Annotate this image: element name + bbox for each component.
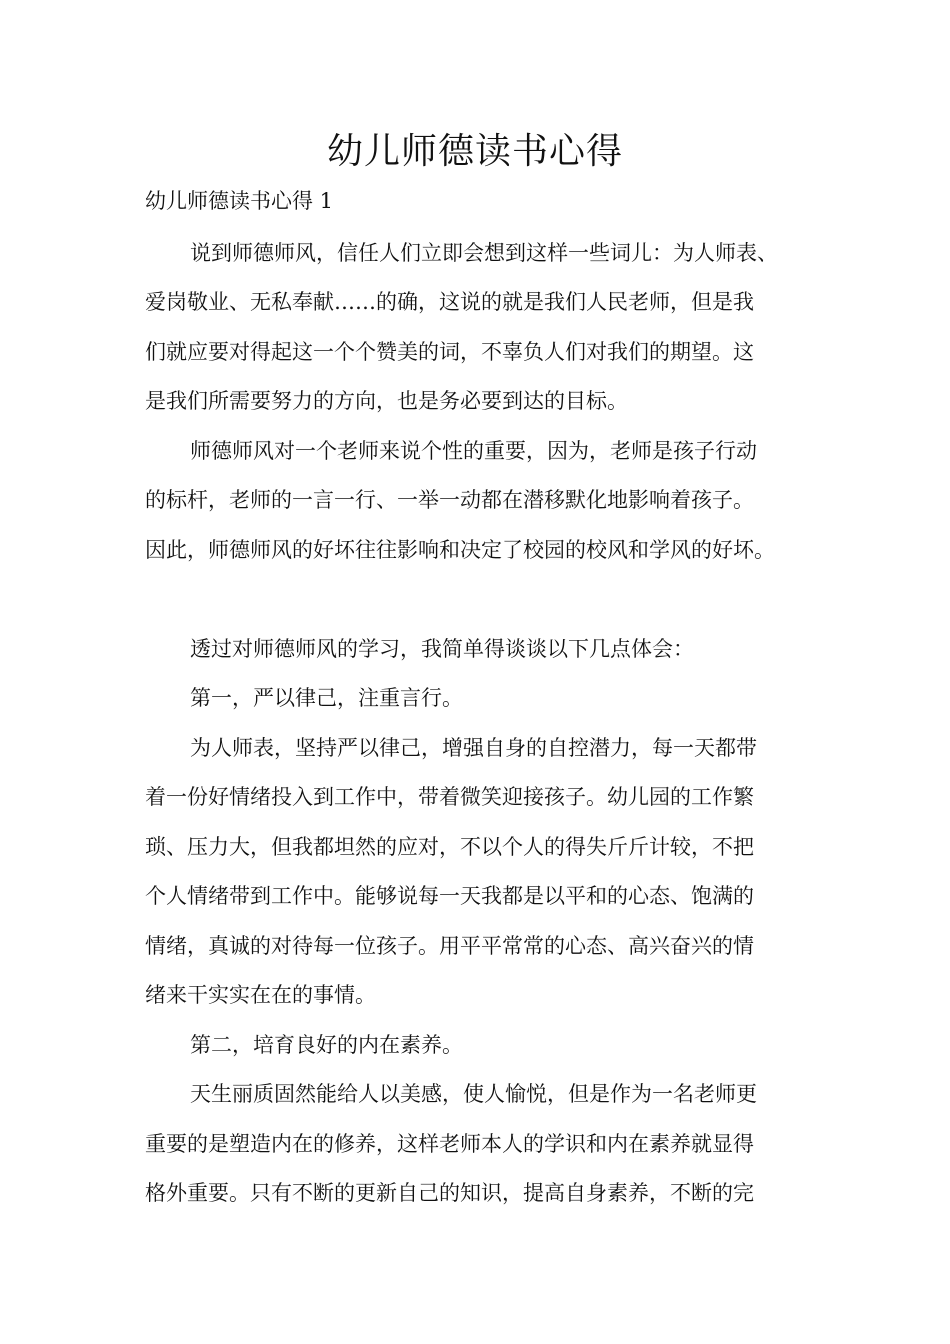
text-line: 们就应要对得起这一个个赞美的词，不辜负人们对我们的期望。这 xyxy=(145,340,754,364)
section-heading: 幼儿师德读书心得 1 xyxy=(145,189,334,213)
text-line: 第二，培育良好的内在素养。 xyxy=(190,1033,463,1057)
text-line: 绪来干实实在在的事情。 xyxy=(145,983,376,1007)
text-line: 为人师表，坚持严以律己，增强自身的自控潜力，每一天都带 xyxy=(190,736,757,760)
text-line: 师德师风对一个老师来说个性的重要，因为，老师是孩子行动 xyxy=(190,439,757,463)
text-line: 个人情绪带到工作中。能够说每一天我都是以平和的心态、饱满的 xyxy=(145,884,754,908)
text-line: 着一份好情绪投入到工作中，带着微笑迎接孩子。幼儿园的工作繁 xyxy=(145,785,754,809)
text-line: 爱岗敬业、无私奉献……的确，这说的就是我们人民老师，但是我 xyxy=(145,290,754,314)
text-line: 说到师德师风，信任人们立即会想到这样一些词儿：为人师表、 xyxy=(190,241,778,265)
text-line: 因此，师德师风的好坏往往影响和决定了校园的校风和学风的好坏。 xyxy=(145,538,775,562)
text-line: 重要的是塑造内在的修养，这样老师本人的学识和内在素养就显得 xyxy=(145,1132,754,1156)
text-line: 第一，严以律己，注重言行。 xyxy=(190,686,463,710)
text-line: 的标杆，老师的一言一行、一举一动都在潜移默化地影响着孩子。 xyxy=(145,488,754,512)
text-line: 是我们所需要努力的方向，也是务必要到达的目标。 xyxy=(145,389,628,413)
text-line: 格外重要。只有不断的更新自己的知识，提高自身素养，不断的完 xyxy=(145,1181,754,1205)
text-line: 天生丽质固然能给人以美感，使人愉悦，但是作为一名老师更 xyxy=(190,1082,757,1106)
document-title: 幼儿师德读书心得 xyxy=(326,131,623,172)
text-line: 琐、压力大，但我都坦然的应对，不以个人的得失斤斤计较，不把 xyxy=(145,835,754,859)
text-line: 情绪，真诚的对待每一位孩子。用平平常常的心态、高兴奋兴的情 xyxy=(145,934,754,958)
text-line: 透过对师德师风的学习，我简单得谈谈以下几点体会： xyxy=(190,637,694,661)
